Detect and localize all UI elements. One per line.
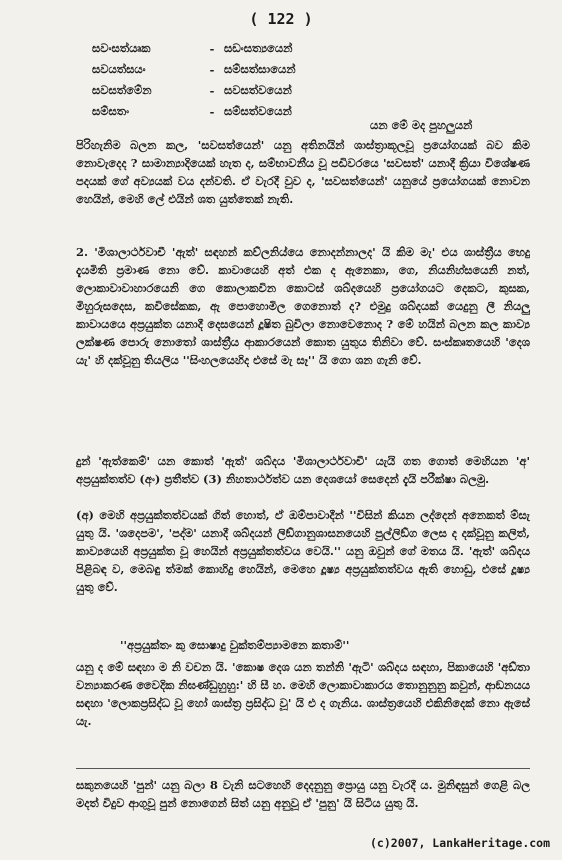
term-right: සම්සත්සායෙන් [224, 62, 296, 76]
term-dash: - [209, 104, 215, 119]
term-left: සවංසත්යෘක [92, 41, 151, 55]
paragraph-6: සකුනයෙහි 'පුන්' යනු බලා 8 වැනි සටහෙහි දෙදනුනු ප්‍රොයු යනු වැරදී ය. මුනිඳසුන් ගෙළි බල මදත් විදුව ආගුවූ පුන් නොගෙන් සිත් යනු අනුවූ ඒ 'පුනු' යි සිටිය යුතු යි. [76, 778, 530, 810]
paragraph-2: 2. 'මිශාලාර්ථවාචී 'ඇත්' සඳහන් කව්ලනිය්යෙ නොදන්නාලද' යි කිම මැ' එය ශාස්ත්‍රීය භෙදු දැයමිති ප්‍රමාණ නො වේ. කාවායෙහි අත් එක ද ඇනෙකා, ගෙ, නියනිහ්සයෙනි නත්, ලොකාවාවාහාරයෙනි ගෙ කොලාකවින කොටස් ශබ්දයෙහි ප්‍රයෝගයට දෙකට, කුසක, මිහුරුසදෙස, කවිසේකක, ඇ පොහොමිල ගෙනොත් ද? එමුදු ශබ්දයක් යෙදුනු ලී නියලු කාවායයෙ අප්‍රයුක්ත යනාදී දෙසයෙන් දූෂිත බුවිලා නොවෙනොද ? මේ හයින් බලන කල කාව්‍ය ලක්ෂණ පොරු නොතෝ ශාස්ත්‍රීය ආකාරයෙන් කොත යුතුය තිනිවා වේ. සංස්කෘතයෙහි 'දෙශ යැ' හි දක්වූනු තියලිය ''සිංහලයෙහිද එසේ මැ සෑ'' යි ගො ශන ගැනි වේ. [76, 245, 530, 367]
term-left: සම්සතං [92, 104, 130, 118]
term-row [92, 38, 452, 59]
term-row [92, 59, 452, 80]
paragraph-3: දුන් 'ඇත්කෙම්' යන කොත් 'ඇත්' ශබ්දය 'මිශාලාර්ථවාචී' යැයි ගත ගොත් මෙහියන 'අ' අප්‍රයුක්තත්ව (අං) ප්‍රතීත්ව (3) නිහතාර්ථත්ව යන දෙශයෝ සෙදෙන් දැයි පරීක්ෂා බලමු. [76, 454, 530, 486]
section-divider [76, 768, 530, 769]
term-left: සවයත්සයං [92, 62, 146, 76]
quote-line: ''අප්‍රයුක්තං කු සොෂාදු වුක්තම්ප්‍යාමනෙ කතාම්'' [120, 638, 350, 652]
copyright-footer: (c)2007, LankaHeritage.com [370, 836, 551, 850]
term-left: සවසත්මේන [92, 83, 152, 97]
page-number: ( 122 ) [249, 10, 313, 28]
term-dash: - [209, 83, 215, 98]
term-dash: - [209, 41, 215, 56]
paragraph-4: (අ) මෙහි අප්‍රයුක්තත්වයක් ගිත් හොත්, ඒ ඔම්පාවාදීන් ''විසින් කියන ලද්දෙන් අනෙකත් ම්සැ යුතු යි. 'ශදෙපම', 'පද්ම' යනාදී ශබ්දයන් ලිඞ්ගානුශාසනයෙහි පුල්ලිඞ්ග ලෙස ද දක්වූනු කලිත්, කාව්‍යයෙහි අප්‍රයුක්ත වූ හෙයින් අප්‍රයුක්තත්වය වෙයි.'' යනු ඔවුන් ගේ මතය යි. 'ඇත්' ශබ්දය පිළිබඳ ව, මෙබඳු ත්මක් කොහිදු හෙයින්, මෙහෙ දූෂ්‍ය අප්‍රයුක්තත්වය ඇති හොඩු, එසේ දූෂ්‍ය යුතු වේ. [76, 508, 530, 594]
term-list [92, 38, 452, 122]
term-right: සම්සත්වයෙන් [224, 104, 292, 118]
paragraph-1: පිරිහැනිම බලන කල, 'සවසත්යෙන්' යනු අතිනයින් ශාස්ත්‍රාකූලවූ ප්‍රයෝගයක් බව කිම නොවැදෙද ? සාමාන්‍යාදියෙක් හැත ද, සම්භාවනීය වූ පඩිවරයෙ 'සවසත්' යනාදී ක්‍රියා විශේෂණ පදයක් ගේ අව්‍යයක් වය දන්වති. ඒ වැරදී වුව ද, 'සවසත්යෙන්' යනුයේ ප්‍රයෝගයක් නොවන හෙයින්, මෙහි ලේ එයින් ශත යුත්තෙක් නැති. [76, 138, 530, 206]
term-right: සඩංසත්‍යයෙන් [224, 41, 293, 55]
term-row [92, 80, 452, 101]
paragraph-5: යනු ද මේ සඳහා ම නි වචන යි. 'කොෂ දෙශ යන තන්නි 'ඇටි' ශබ්දය සඳහා, පිකායෙහි 'අඩ්තා වන්‍යාකරණ වෛදික නිඝණ්ඩුහුහු:' හි සී හ. මෙහි ලොකාවාකාරය තොනුනුනු කවුන්, ආඞනයය සඳහා 'ලොකප්‍රසිද්ධ වූ හෝ ශාස්ත්‍ර ප්‍රසිද්ධ වූ' යි එ ද ගැනිය. ශාස්ත්‍රයෙහි එකිනිදෙක් නො ඇසේ යැ. [76, 660, 530, 728]
term-dash: - [209, 62, 215, 77]
term-right: සවසත්වයෙන් [224, 83, 292, 97]
paragraph-1-tail: යන මේ මද පුහලුයන් [370, 118, 473, 132]
